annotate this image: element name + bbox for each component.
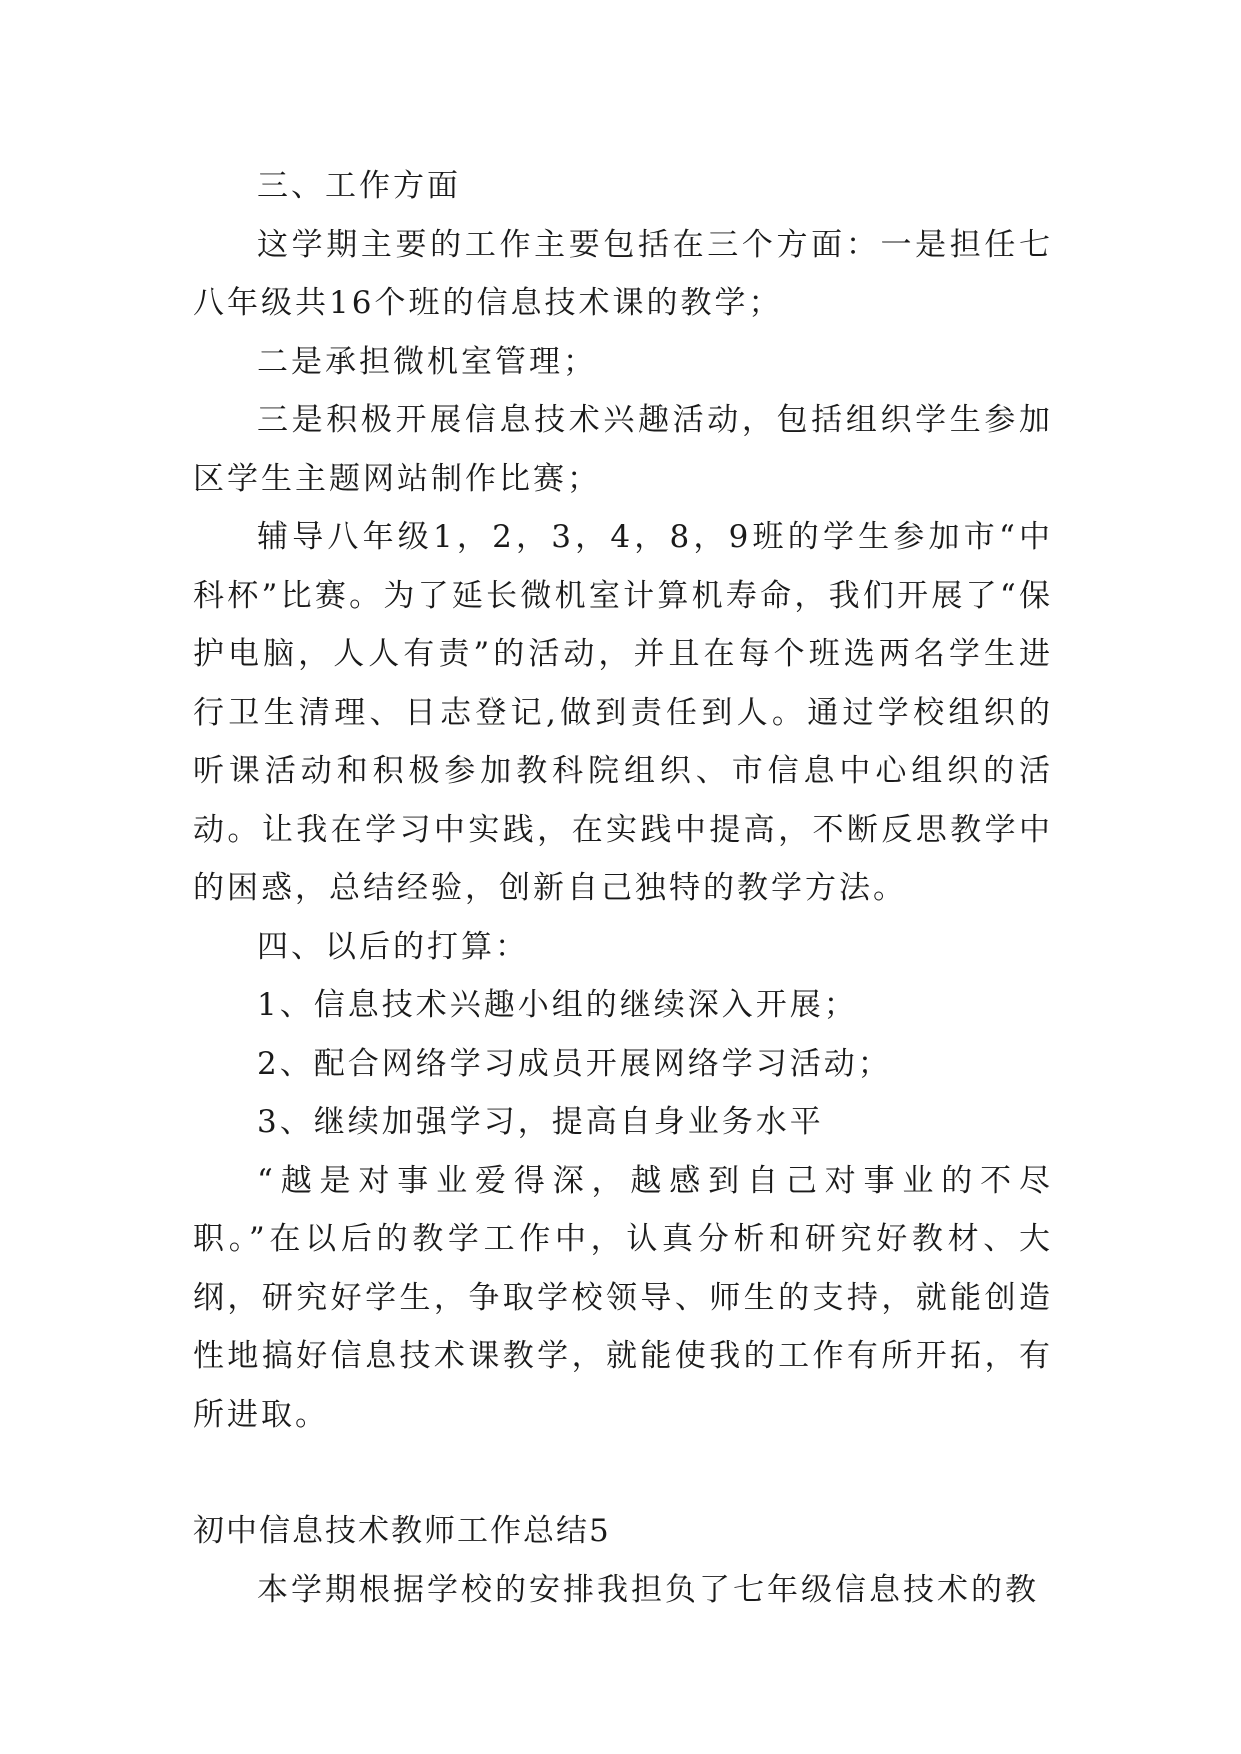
paragraph-spacer bbox=[193, 1444, 1053, 1502]
section-title: 初中信息技术教师工作总结5 bbox=[193, 1513, 611, 1549]
document-body bbox=[193, 157, 1053, 1619]
paragraph-competition-guidance: 辅导八年级1，2，3，4，8，9班的学生参加市“中科杯”比赛。为了延长微机室计算机寿命，我们开展了“保护电脑，人人有责”的活动，并且在每个班选两名学生进行卫生清理、日志登记,做到责任到人。通过学校组织的听课活动和积极参加教科院组织、市信息中心组织的活动。让我在学习中实践，在实践中提高，不断反思教学中的困惑，总结经验，创新自己独特的教学方法。 bbox=[193, 519, 1053, 906]
paragraph-section-heading-plans: 四、以后的打算： bbox=[257, 928, 529, 965]
paragraph-work-overview: 这学期主要的工作主要包括在三个方面：一是担任七八年级共16个班的信息技术课的教学； bbox=[193, 226, 1053, 321]
list-item-plan-3: 3、继续加强学习，提高自身业务水平 bbox=[257, 1104, 824, 1140]
list-item-plan-1: 1、信息技术兴趣小组的继续深入开展； bbox=[257, 987, 858, 1023]
paragraph-section-heading-work: 三、工作方面 bbox=[257, 168, 461, 204]
paragraph-lab-management: 二是承担微机室管理； bbox=[257, 343, 597, 380]
paragraph-closing-quote: “越是对事业爱得深，越感到自己对事业的不尽职。”在以后的教学工作中，认真分析和研究好教材、大纲，研究好学生，争取学校领导、师生的支持，就能创造性地搞好信息技术课教学，就能使我的工作有所开拓，有所进取。 bbox=[193, 1162, 1053, 1433]
paragraph-interest-activities: 三是积极开展信息技术兴趣活动，包括组织学生参加区学生主题网站制作比赛； bbox=[193, 402, 1053, 497]
paragraph-new-section-start: 本学期根据学校的安排我担负了七年级信息技术的教 bbox=[257, 1571, 1039, 1608]
list-item-plan-2: 2、配合网络学习成员开展网络学习活动； bbox=[257, 1045, 892, 1082]
